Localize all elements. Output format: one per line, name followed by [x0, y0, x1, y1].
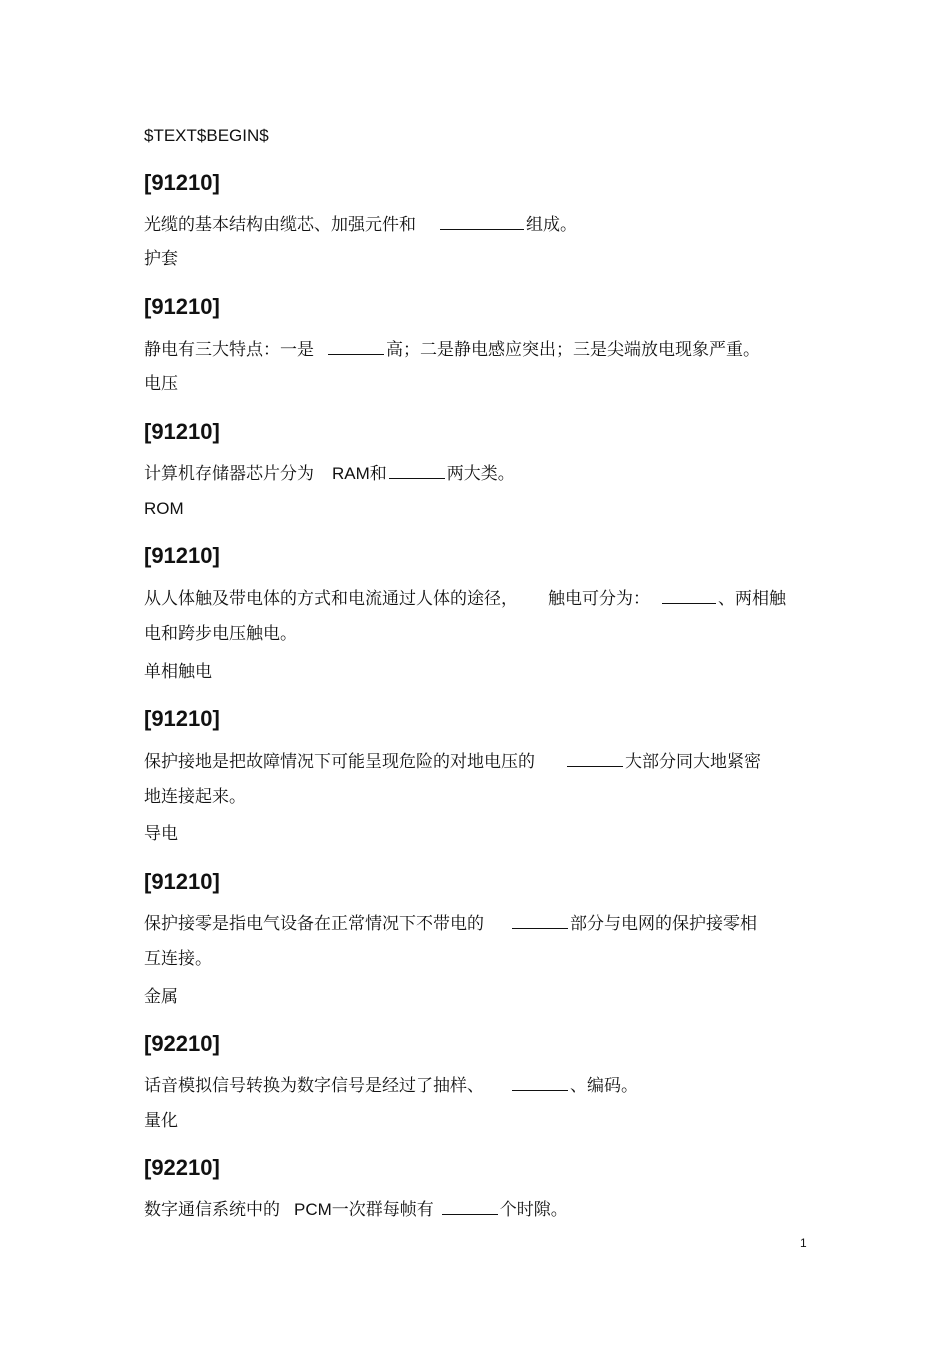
question-text-part: PCM	[294, 1200, 332, 1219]
question-text-part: 和	[369, 464, 387, 484]
answer-text: 导电	[144, 824, 178, 844]
question-text-part: RAM	[332, 464, 370, 483]
question-text	[144, 586, 786, 610]
question-text	[144, 212, 577, 236]
answer-blank	[389, 461, 445, 479]
question-text-part: 高；二是静电感应突出；三是尖端放电现象严重。	[386, 340, 760, 360]
question-text-part: 保护接零是指电气设备在正常情况下不带电的	[144, 914, 484, 934]
question-text	[144, 749, 761, 773]
question-text-continued: 互连接。	[144, 949, 212, 969]
question-text-part: 、两相触	[718, 589, 786, 609]
question-text-part: 大部分同大地紧密	[625, 752, 761, 772]
answer-blank	[512, 911, 568, 929]
question-text-part: 、编码。	[570, 1076, 638, 1096]
question-text-part: 话音模拟信号转换为数字信号是经过了抽样、	[144, 1076, 484, 1096]
answer-blank	[662, 586, 716, 604]
question-code: [91210]	[144, 543, 220, 568]
question-text-part: 数字通信系统中的	[144, 1200, 280, 1220]
answer-text: ROM	[144, 499, 184, 518]
question-text-part: 部分与电网的保护接零相	[570, 914, 757, 934]
question-code: [92210]	[144, 1155, 220, 1180]
question-text-part: 静电有三大特点：一是	[144, 340, 314, 360]
answer-blank	[440, 212, 524, 230]
answer-text: 量化	[144, 1111, 178, 1131]
text-begin-marker: $TEXT$BEGIN$	[144, 126, 269, 145]
question-code: [92210]	[144, 1031, 220, 1056]
page-number: 1	[800, 1236, 807, 1250]
question-text	[144, 337, 760, 361]
question-text-part: 计算机存储器芯片分为	[144, 464, 314, 484]
question-text-continued: 电和跨步电压触电。	[144, 624, 297, 644]
question-text	[144, 1197, 568, 1221]
answer-text: 护套	[144, 249, 178, 269]
question-text-part: 从人体触及带电体的方式和电流通过人体的途径，	[144, 589, 518, 609]
question-text-part: 光缆的基本结构由缆芯、加强元件和	[144, 215, 416, 235]
question-text-part: 一次群每帧有	[331, 1200, 434, 1220]
answer-blank	[567, 749, 623, 767]
question-text	[144, 1073, 638, 1097]
question-code: [91210]	[144, 419, 220, 444]
question-text-part: 触电可分为：	[548, 589, 650, 609]
question-text-part: 组成。	[526, 215, 577, 235]
question-code: [91210]	[144, 294, 220, 319]
question-code: [91210]	[144, 706, 220, 731]
answer-text: 金属	[144, 987, 178, 1007]
question-code: [91210]	[144, 869, 220, 894]
question-text	[144, 911, 757, 935]
answer-text: 单相触电	[144, 662, 212, 682]
question-text-part: 两大类。	[446, 464, 515, 484]
question-text-part: 个时隙。	[499, 1200, 568, 1220]
answer-blank	[512, 1073, 568, 1091]
answer-blank	[328, 337, 384, 355]
answer-text: 电压	[144, 374, 178, 394]
question-text-continued: 地连接起来。	[144, 787, 246, 807]
question-text-part: 保护接地是把故障情况下可能呈现危险的对地电压的	[144, 752, 535, 772]
question-code: [91210]	[144, 170, 220, 195]
question-text	[144, 461, 515, 485]
answer-blank	[442, 1197, 498, 1215]
